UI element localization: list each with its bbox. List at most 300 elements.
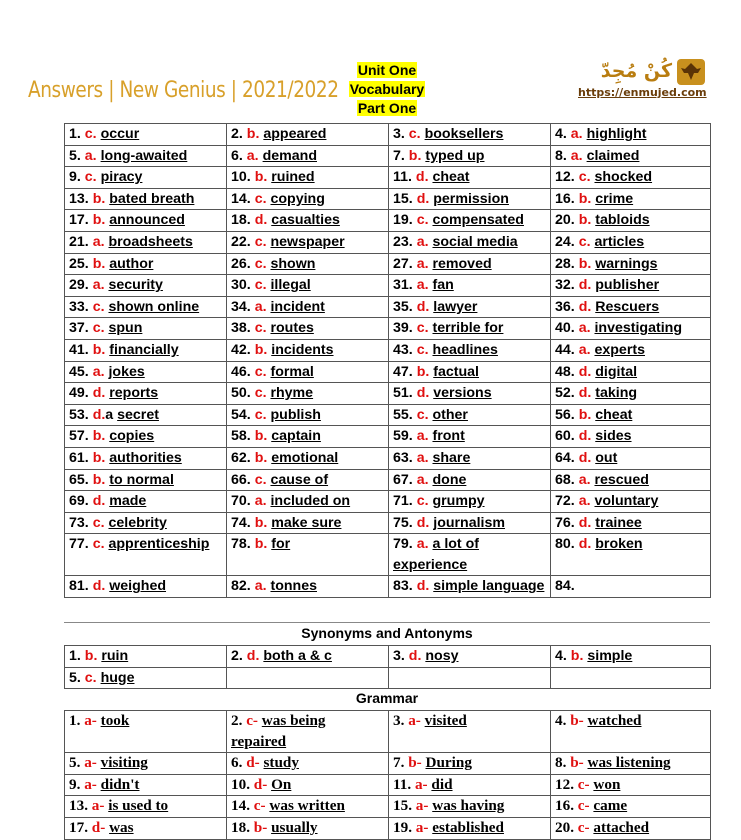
answer-cell [551,383,711,405]
answer-letter: b- [408,754,422,772]
answer-text: celebrity [108,514,167,531]
answer-letter: d- [253,775,268,793]
answer-cell [551,576,711,598]
question-number: 51. [393,385,413,402]
answer-letter: b. [92,255,106,272]
answer-cell [389,188,551,210]
answer-text: rhyme [270,385,314,402]
answer-letter: a. [416,536,429,553]
answer-cell [227,404,389,426]
answer-cell [227,753,389,775]
answer-cell [551,667,711,689]
answer-letter: a. [578,341,591,358]
answer-letter: a. [578,320,591,337]
answer-letter: d. [416,190,430,207]
answer-cell [389,231,551,253]
question-number: 31. [393,277,413,294]
table-row [65,188,711,210]
question-number: 47. [393,363,413,380]
answer-letter: a. [578,471,591,488]
answer-text: voluntary [594,493,659,510]
answer-letter: a- [91,797,105,815]
answer-letter: c. [84,169,97,186]
answer-letter: a. [570,126,583,142]
question-number: 77. [69,536,89,553]
table-row [65,711,711,753]
answer-text: won [593,775,621,793]
eagle-icon [676,58,706,86]
answer-cell [227,275,389,297]
answer-text: formal [270,363,314,380]
answer-text: author [109,255,154,272]
table-row [65,469,711,491]
answer-letter: a- [408,712,421,729]
answer-letter: c. [254,277,267,294]
answer-letter: a. [92,277,105,294]
page-title: Answers | New Genius | 2021/2022 [28,78,339,103]
question-number: 17. [69,212,89,229]
question-number: 9. [69,169,81,186]
answer-text: came [593,797,628,815]
answer-text: ruined [271,169,315,186]
question-number: 2. [231,648,243,664]
unit-heading [347,61,427,118]
question-number: 10. [231,169,251,186]
answer-cell [551,512,711,534]
unit-label: Unit One [357,62,417,78]
answer-cell [389,253,551,275]
answer-text: to normal [109,471,174,488]
question-number: 78. [231,536,251,553]
answer-text: tabloids [595,212,650,229]
answer-text: social media [432,233,518,250]
answer-letter: c. [254,233,267,250]
section-label: Vocabulary [349,81,425,97]
answer-cell [65,491,227,513]
synonyms-answers-table [64,645,711,689]
answer-letter: d. [92,578,106,595]
question-number: 36. [555,298,575,315]
question-number: 8. [555,147,567,164]
answer-letter: d. [578,536,592,553]
answer-text: digital [595,363,638,380]
answer-cell [65,145,227,167]
question-number: 17. [69,818,88,836]
answer-text: made [109,493,147,510]
answer-text: nosy [425,648,459,664]
question-number: 79. [393,536,413,553]
answer-text: fan [432,277,454,294]
answer-text: captain [271,428,321,445]
answer-cell [389,534,551,576]
answer-letter: b. [578,190,592,207]
answer-text: incident [270,298,325,315]
answer-cell [227,576,389,598]
table-row [65,646,711,668]
question-number: 69. [69,493,89,510]
answer-letter: c. [92,298,105,315]
answer-cell [551,210,711,232]
question-number: 5. [69,754,81,772]
question-number: 8. [555,754,567,772]
question-number: 76. [555,514,575,531]
answer-cell [389,774,551,796]
table-row [65,124,711,146]
question-number: 25. [69,255,89,272]
answer-cell [551,275,711,297]
question-number: 20. [555,212,575,229]
answer-letter: c. [416,493,429,510]
question-number: 18. [231,818,250,836]
question-number: 65. [69,471,89,488]
answer-cell [551,534,711,576]
answer-text: was listening [587,754,671,772]
answer-cell [227,667,389,689]
answer-cell [65,253,227,275]
answer-text: took [100,712,130,729]
part-label: Part One [357,100,417,116]
answer-letter: c- [246,712,258,729]
answer-text: a lot of experience [393,536,479,573]
answer-cell [389,167,551,189]
question-number: 11. [393,169,412,186]
answer-text: broken [595,536,643,553]
answer-letter: d- [91,818,106,836]
answer-text: shown online [108,298,200,315]
answer-letter: b. [246,126,260,142]
answer-cell [65,774,227,796]
question-number: 18. [231,212,251,229]
answer-cell [227,469,389,491]
answer-text: rescued [594,471,649,488]
answer-letter: d. [416,385,430,402]
answer-text: occur [100,126,140,142]
answer-letter: d. [92,493,106,510]
answer-letter: b. [578,406,592,423]
answer-cell [227,339,389,361]
question-number: 54. [231,406,251,423]
question-number: 11. [393,775,412,793]
answer-letter: b. [254,536,268,553]
question-number: 58. [231,428,251,445]
answer-text: spun [108,320,143,337]
answer-letter: a. [578,493,591,510]
answer-text: authorities [109,449,182,466]
answer-cell [389,576,551,598]
question-number: 21. [69,233,89,250]
answer-cell [551,426,711,448]
answer-letter: d. [578,449,592,466]
answer-letter: a- [415,818,429,836]
answer-letter: b. [578,212,592,229]
answer-letter: b. [570,648,584,664]
question-number: 41. [69,341,89,358]
question-number: 5. [69,669,81,686]
answer-letter: c. [416,406,429,423]
answer-text: During [425,754,472,772]
answer-letter: d. [92,406,106,423]
question-number: 12. [555,775,574,793]
question-number: 1. [69,648,81,664]
answer-text: apprenticeship [108,536,210,553]
answer-cell [551,188,711,210]
answer-text: typed up [425,147,485,164]
table-row [65,167,711,189]
answer-cell [389,210,551,232]
answer-letter: a. [84,147,97,164]
answer-cell [227,711,389,753]
answer-letter: a. [246,147,259,164]
question-number: 68. [555,471,575,488]
answer-cell [65,339,227,361]
answer-letter: c. [578,233,591,250]
answer-cell [65,711,227,753]
question-number: 15. [393,797,412,815]
answer-text: shocked [594,169,653,186]
answer-cell [65,753,227,775]
answer-text: for [271,536,291,553]
question-number: 34. [231,298,251,315]
answer-text: watched [587,712,642,729]
answer-text: reports [109,385,159,402]
answer-text: share [432,449,471,466]
answer-text: included on [270,493,351,510]
question-number: 72. [555,493,575,510]
question-number: 13. [69,797,88,815]
answer-cell [227,253,389,275]
answer-cell [227,447,389,469]
question-number: 16. [555,190,575,207]
answer-cell [65,426,227,448]
answer-letter: d. [416,578,430,595]
answer-letter: a- [84,775,97,793]
answer-text: casualties [271,212,340,229]
table-row [65,361,711,383]
answer-letter: c. [254,406,267,423]
answer-letter: c. [254,255,267,272]
question-number: 66. [231,471,251,488]
answer-cell [551,318,711,340]
answer-text: out [595,449,618,466]
answer-cell [389,275,551,297]
answer-letter: c. [578,169,591,186]
answer-prefix: a [105,406,118,423]
question-number: 12. [555,169,575,186]
table-row [65,667,711,689]
table-row [65,512,711,534]
answer-letter: a. [416,233,429,250]
answer-cell [65,404,227,426]
answer-letter: b. [92,449,106,466]
answer-letter: a. [416,428,429,445]
answer-letter: d. [416,514,430,531]
answer-text: removed [432,255,492,272]
logo-text: كُنْ مُجِدّ [600,60,672,82]
answer-text: tonnes [270,578,317,595]
answer-cell [227,210,389,232]
answer-cell [389,711,551,753]
answer-cell [551,231,711,253]
question-number: 20. [555,818,574,836]
answer-letter: a. [254,578,267,595]
question-number: 60. [555,428,575,445]
question-number: 55. [393,406,413,423]
answer-text: trainee [595,514,642,531]
answer-text: cause of [270,471,329,488]
answer-text: attached [593,818,650,836]
question-number: 4. [555,126,567,142]
answer-cell [389,361,551,383]
answer-cell [389,296,551,318]
answer-text: emotional [271,449,339,466]
question-number: 63. [393,449,413,466]
answer-cell [227,231,389,253]
answer-cell [551,491,711,513]
question-number: 14. [231,190,251,207]
answer-letter: c. [254,471,267,488]
answer-text: piracy [100,169,143,186]
question-number: 1. [69,712,81,729]
question-number: 84. [555,578,575,595]
answer-letter: b. [578,255,592,272]
answer-letter: b. [92,190,106,207]
answer-text: appeared [263,126,327,142]
answer-letter: a- [84,712,97,729]
answer-text: compensated [432,212,524,229]
answer-letter: d. [408,648,422,664]
question-number: 61. [69,449,89,466]
answer-text: done [432,471,467,488]
answer-text: cheat [432,169,470,186]
answer-text: ruin [101,648,129,664]
answer-text: illegal [270,277,311,294]
answer-letter: c- [253,797,266,815]
answer-text: was written [269,797,345,815]
vocabulary-answers-table [64,123,711,598]
answer-cell [227,774,389,796]
answer-letter: d. [246,648,260,664]
answer-text: make sure [271,514,342,531]
answer-cell [65,231,227,253]
answer-letter: d- [246,754,260,772]
answer-text: financially [109,341,179,358]
answer-letter: b. [408,147,422,164]
answer-letter: b- [253,818,268,836]
question-number: 49. [69,385,89,402]
table-row [65,426,711,448]
answer-text: front [432,428,465,445]
answer-cell [65,188,227,210]
table-row [65,339,711,361]
answer-cell [65,210,227,232]
answer-text: long-awaited [100,147,188,164]
question-number: 15. [393,190,413,207]
question-number: 3. [393,126,405,142]
answer-letter: b. [416,363,430,380]
answer-text: sides [595,428,632,445]
answer-letter: d. [415,169,429,186]
table-row [65,404,711,426]
answer-cell [65,318,227,340]
question-number: 40. [555,320,575,337]
answer-text: huge [100,669,135,686]
question-number: 29. [69,277,89,294]
answer-letter: c. [254,190,267,207]
question-number: 39. [393,320,413,337]
answer-text: established [432,818,504,836]
question-number: 5. [69,147,81,164]
answer-text: claimed [586,147,640,164]
answer-text: publish [270,406,321,423]
question-number: 27. [393,255,413,272]
answer-cell [227,646,389,668]
grammar-answers-table [64,710,711,840]
question-number: 62. [231,449,251,466]
answer-cell [551,404,711,426]
answer-letter: c. [254,320,267,337]
answer-text: was being repaired [231,712,326,750]
table-row [65,253,711,275]
table-row [65,210,711,232]
answer-text: security [108,277,163,294]
answer-letter: c. [92,536,105,553]
question-number: 1. [69,126,81,142]
question-number: 83. [393,578,413,595]
answer-text: grumpy [432,493,485,510]
question-number: 43. [393,341,413,358]
answer-cell [65,667,227,689]
question-number: 26. [231,255,251,272]
answer-cell [389,796,551,818]
question-number: 24. [555,233,575,250]
question-number: 33. [69,298,89,315]
answer-cell [227,534,389,576]
answer-letter: b. [92,341,106,358]
answer-letter: b. [92,471,106,488]
answer-text: weighed [109,578,167,595]
answer-letter: d. [578,428,592,445]
answer-letter: b. [254,514,268,531]
question-number: 2. [231,126,243,142]
answer-letter: c. [92,514,105,531]
question-number: 56. [555,406,575,423]
table-row [65,774,711,796]
question-number: 38. [231,320,251,337]
answer-cell [551,145,711,167]
table-row [65,275,711,297]
answer-cell [389,339,551,361]
answer-text: taking [595,385,638,402]
table-row [65,447,711,469]
answer-text: journalism [433,514,505,531]
question-number: 59. [393,428,413,445]
answer-text: factual [433,363,479,380]
answer-text: demand [262,147,317,164]
answer-letter: c- [577,797,590,815]
answer-cell [227,383,389,405]
answer-cell [551,469,711,491]
answer-letter: d. [416,298,430,315]
answer-text: highlight [586,126,647,142]
answer-cell [551,646,711,668]
answer-letter: c. [408,126,421,142]
question-number: 16. [555,797,574,815]
question-number: 3. [393,712,405,729]
answer-cell [227,491,389,513]
question-number: 22. [231,233,251,250]
answer-cell [65,534,227,576]
logo-url[interactable]: https://enmujed.com [578,86,707,99]
